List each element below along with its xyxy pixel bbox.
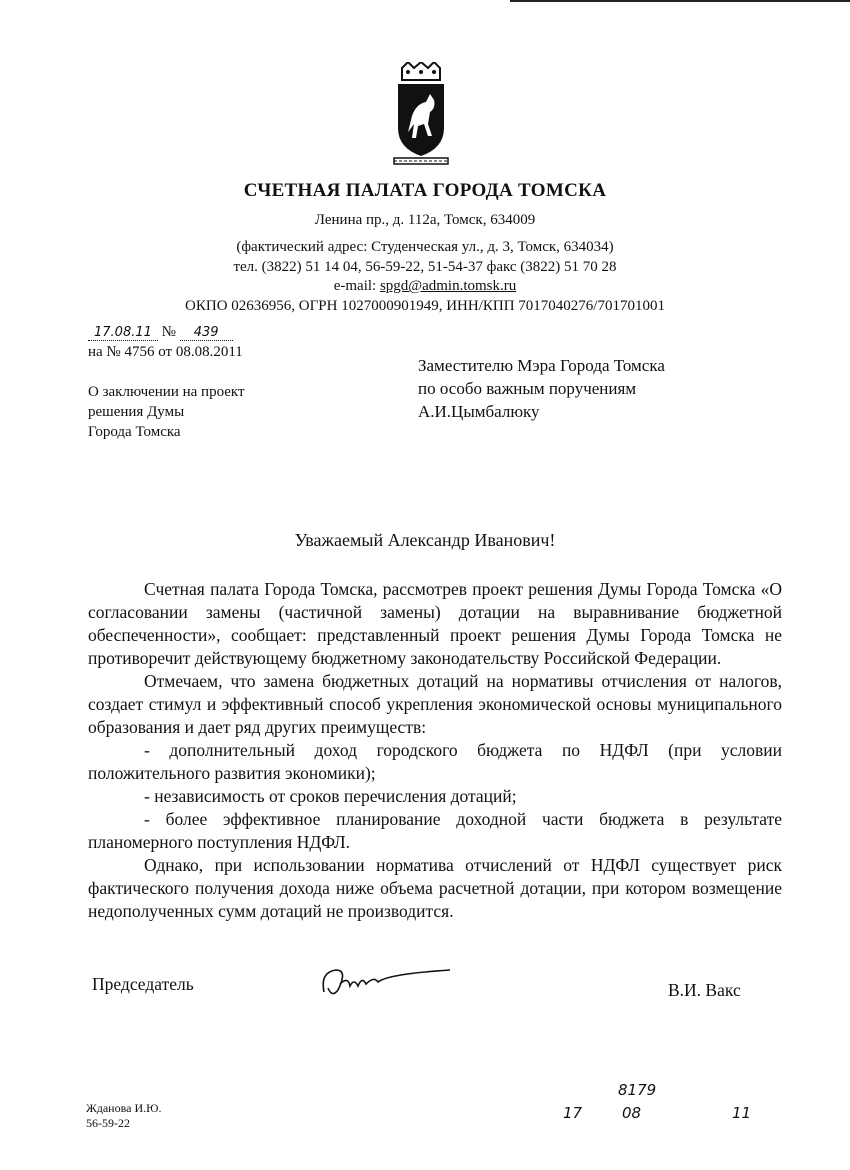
addressee-block [418, 354, 665, 423]
postal-address: Ленина пр., д. 112а, Томск, 634009 [314, 212, 536, 228]
subject-line: решения Думы [88, 404, 185, 420]
addressee-line: по особо важным поручениям [418, 379, 637, 398]
signatory-position: Председатель [92, 974, 194, 994]
addressee-line: А.И.Цымбалюку [418, 402, 540, 421]
handwritten-number: 439 [180, 325, 233, 341]
paragraph: - дополнительный доход городского бюджета по НДФЛ (при условии положительного развития экономики); [88, 740, 782, 783]
registry-codes: ОКПО 02636956, ОГРН 1027000901949, ИНН/КПП 7017040276/701701001 [185, 298, 665, 314]
stamp-number: 8179 [618, 1081, 657, 1099]
paragraph: - более эффективное планирование доходной части бюджета в результате планомерного поступления НДФЛ. [88, 809, 782, 852]
outgoing-ref [88, 322, 233, 343]
executor-name: Жданова И.Ю. [86, 1101, 162, 1115]
stamp-month: 08 [622, 1104, 642, 1122]
paragraph: Однако, при использовании норматива отчислений от НДФЛ существует риск фактического получения дохода ниже объема расчетной дотации, при котором возмещение недополученных сумм дотаций не производится. [88, 855, 782, 921]
city-coat-of-arms-icon [388, 62, 454, 166]
executor-block [86, 1101, 161, 1131]
addressee-line: Заместителю Мэра Города Томска [418, 356, 665, 375]
executor-phone: 56-59-22 [86, 1116, 130, 1130]
reply-reference: на № 4756 от 08.08.2011 [88, 344, 243, 360]
actual-address: (фактический адрес: Студенческая ул., д. 3, Томск, 634034) [236, 239, 614, 255]
email-line [0, 277, 850, 295]
number-label: № [161, 324, 176, 340]
organization-name: СЧЕТНАЯ ПАЛАТА ГОРОДА ТОМСКА [243, 180, 607, 201]
subject-line: Города Томска [88, 424, 181, 440]
email-link[interactable]: spgd@admin.tomsk.ru [379, 278, 517, 294]
handwritten-date: 17.08.11 [88, 325, 158, 341]
stamp-year: 11 [732, 1104, 752, 1122]
stamp-day: 17 [563, 1104, 583, 1122]
paragraph: Счетная палата Города Томска, рассмотрев проект решения Думы Города Томска «О согласовании замены (частичной замены) дотации на выравнивание бюджетной обеспеченности», сообщает: представленный проект решения Думы Города Томска не противоречит действующему бюджетному законодательству Российской Федерации. [88, 579, 782, 668]
handwritten-signature [318, 962, 454, 1002]
paragraph: Отмечаем, что замена бюджетных дотаций на нормативы отчисления от налогов, создает стимул и эффективный способ укрепления экономической основы муниципального образования и дает ряд других преимуществ: [88, 671, 782, 737]
phone-numbers: тел. (3822) 51 14 04, 56-59-22, 51-54-37 факс (3822) 51 70 28 [233, 259, 617, 275]
subject-block [88, 382, 245, 442]
email-label: e-mail: [333, 278, 380, 294]
signatory-name: В.И. Вакс [668, 980, 741, 1000]
subject-line: О заключении на проект [88, 384, 245, 400]
scan-edge-line [510, 0, 850, 2]
salutation: Уважаемый Александр Иванович! [294, 530, 556, 550]
paragraph: - независимость от сроков перечисления дотаций; [144, 786, 517, 806]
letter-body [88, 578, 782, 923]
